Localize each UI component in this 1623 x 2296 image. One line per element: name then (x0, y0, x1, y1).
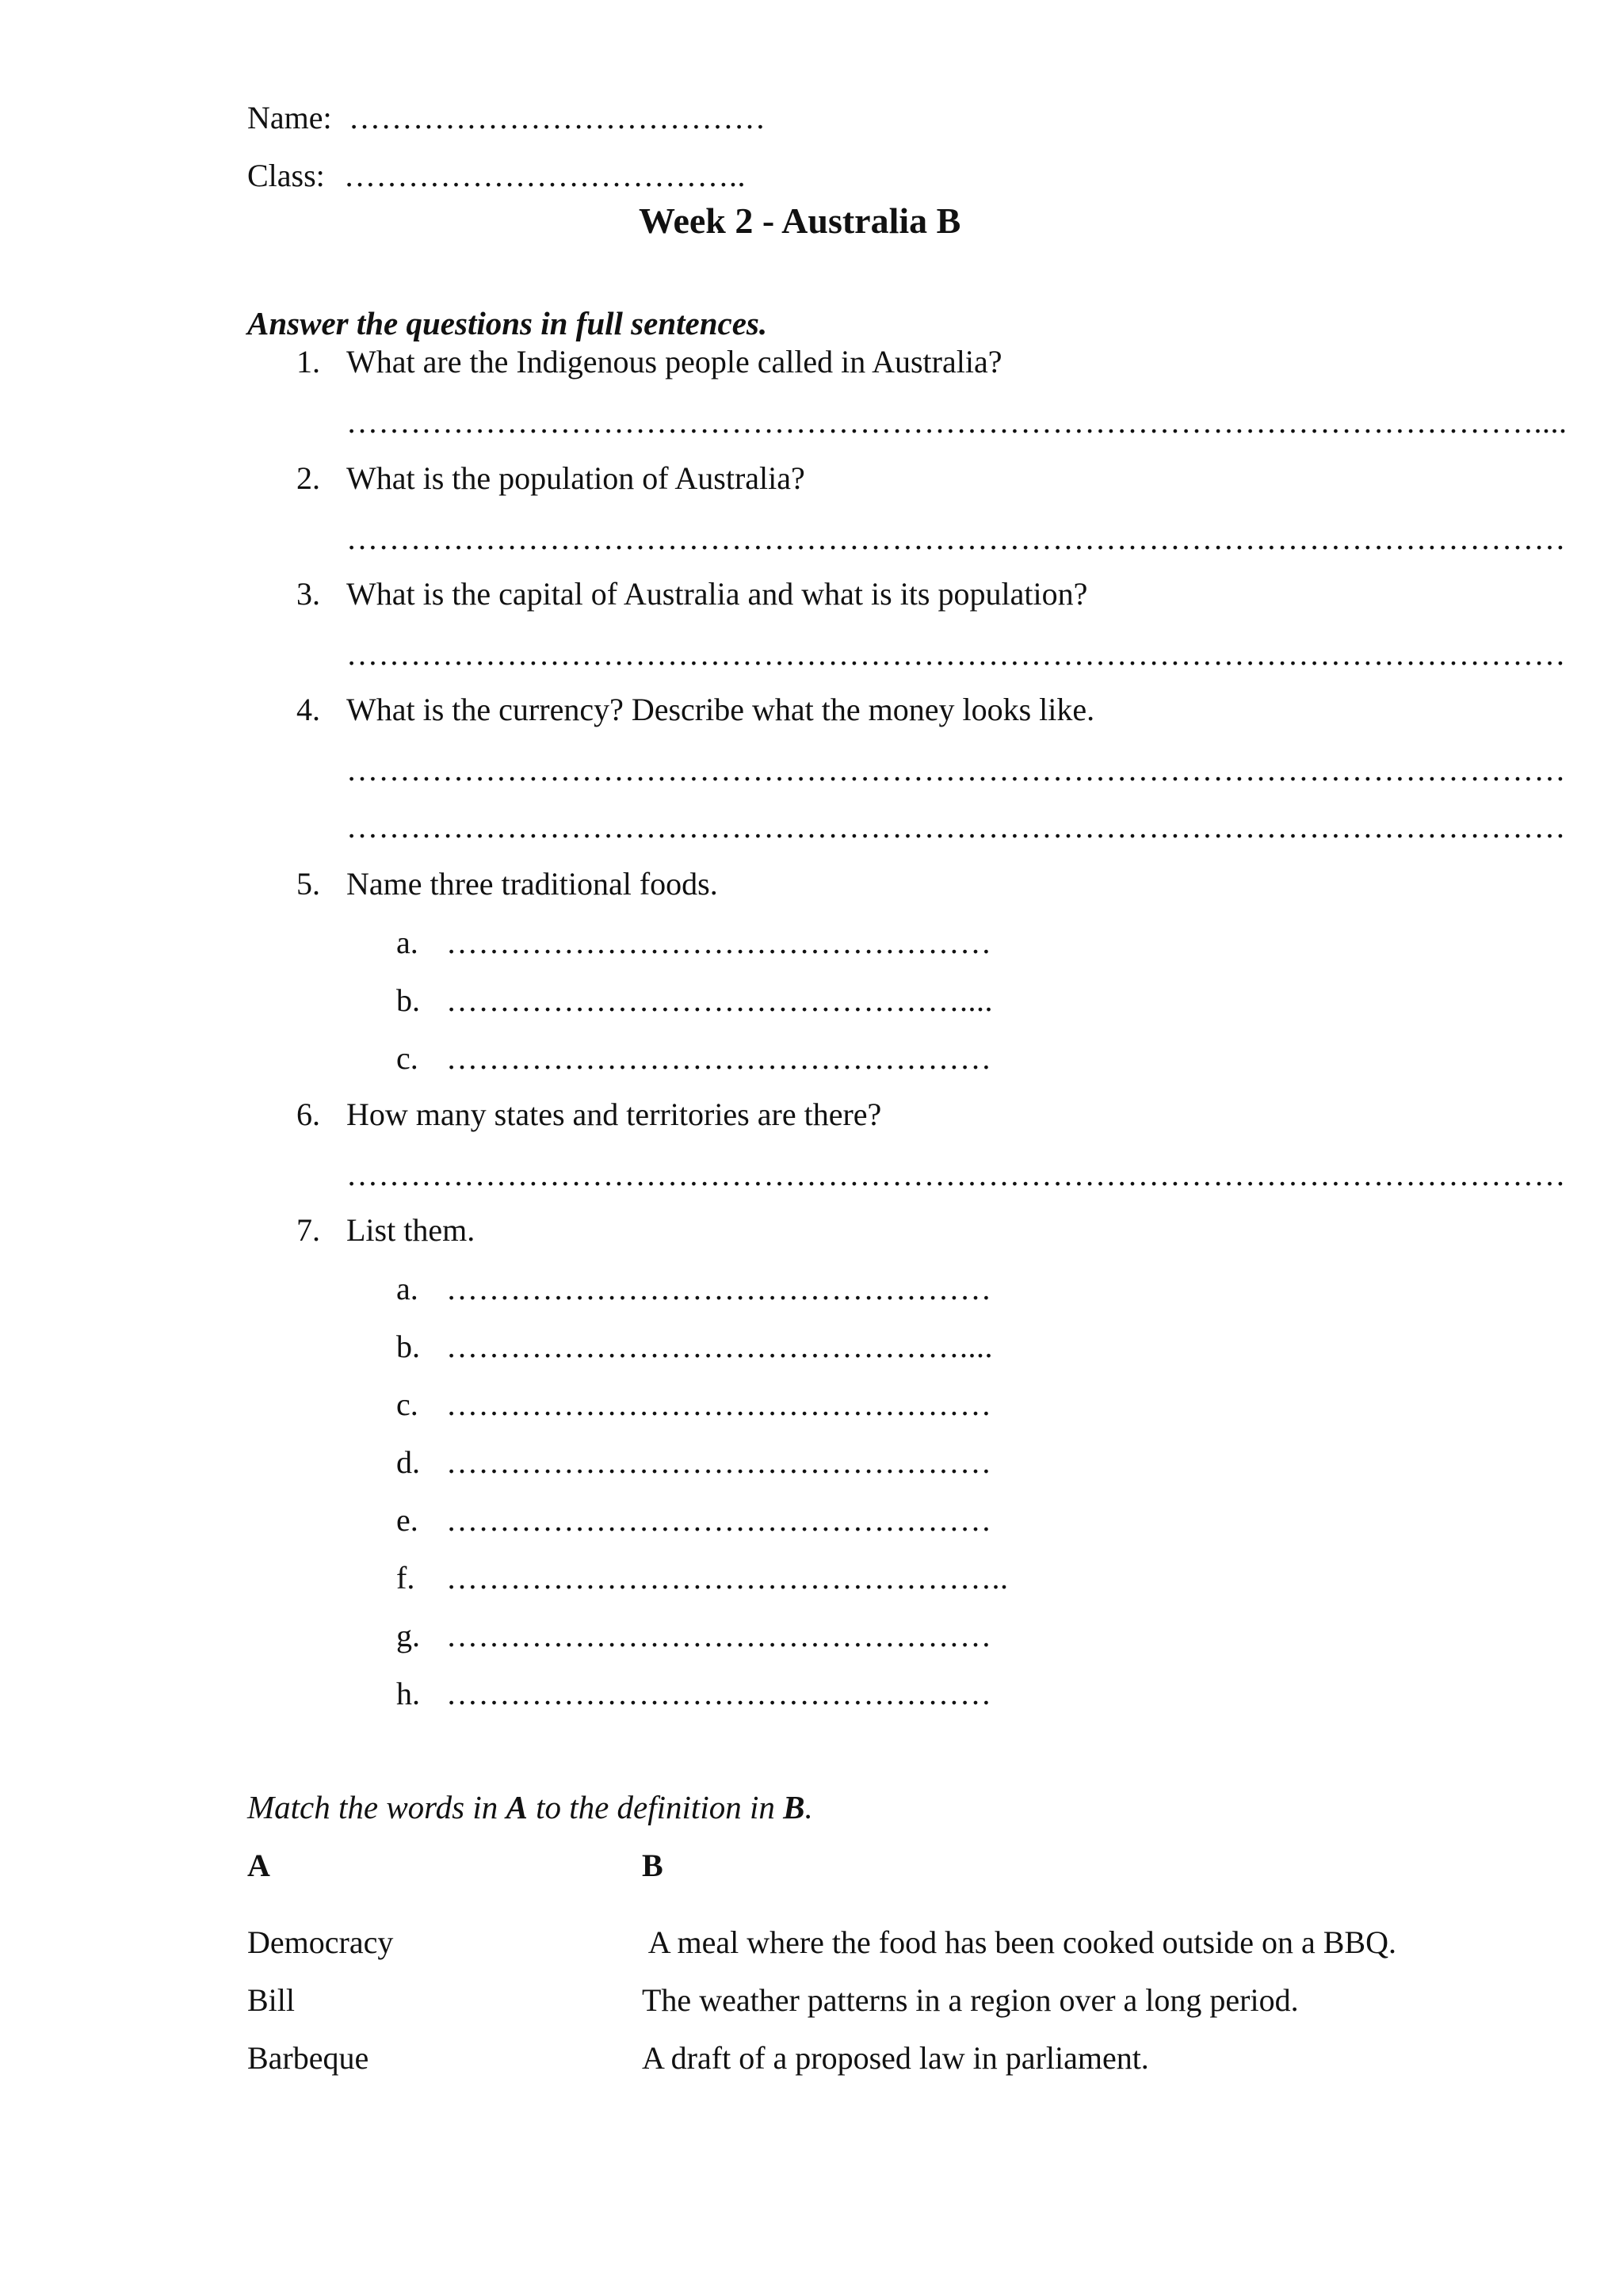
match-definition: A draft of a proposed law in parliament. (642, 2040, 1149, 2076)
question-text: How many states and territories are there? (346, 1097, 882, 1132)
state-letter: b. (396, 1329, 420, 1364)
column-b-header: B (642, 1848, 663, 1883)
match-word: Barbeque (247, 2040, 369, 2076)
question-number: 2. (296, 460, 320, 496)
state-answer-line[interactable]: ………………………………………….... (446, 1329, 993, 1364)
class-label: Class: (247, 158, 325, 193)
matching-instruction (247, 1791, 813, 1824)
question-number: 4. (296, 692, 320, 727)
question-number: 6. (296, 1097, 320, 1132)
match-word: Bill (247, 1982, 296, 2018)
state-answer-line[interactable]: …………………………………………… (446, 1676, 992, 1711)
page-title: Week 2 - Australia B (639, 200, 961, 241)
answer-line[interactable]: ………………………………………………………………………………………………….... (346, 404, 1568, 440)
match-word: Democracy (247, 1924, 394, 1960)
match-definition: A meal where the food has been cooked outside on a BBQ. (642, 1924, 1396, 1960)
matching-instruction-mid: to the definition in (527, 1789, 784, 1825)
question-text: List them. (346, 1212, 475, 1248)
food-answer-line[interactable]: …………………………………………… (446, 925, 992, 960)
matching-instruction-a: A (506, 1789, 528, 1825)
state-answer-line[interactable]: …………………………………………… (446, 1502, 992, 1538)
matching-instruction-suffix: . (804, 1789, 813, 1825)
answer-line[interactable]: …………………………………………………………………………………………………… (346, 1157, 1566, 1192)
state-answer-line[interactable]: …………………………………………… (446, 1386, 992, 1422)
food-letter: c. (396, 1040, 418, 1076)
state-answer-line[interactable]: …………………………………………… (446, 1618, 992, 1653)
state-answer-line[interactable]: …………………………………………… (446, 1271, 992, 1306)
matching-instruction-prefix: Match the words in (247, 1789, 506, 1825)
state-letter: c. (396, 1386, 418, 1422)
state-answer-line[interactable]: …………………………………………….. (446, 1560, 1009, 1596)
state-letter: g. (396, 1618, 420, 1653)
state-letter: h. (396, 1676, 420, 1711)
state-answer-line[interactable]: …………………………………………… (446, 1444, 992, 1480)
name-answer-line[interactable]: ………………………………… (349, 100, 766, 135)
question-text: What is the currency? Describe what the money looks like. (346, 692, 1095, 727)
food-letter: b. (396, 982, 420, 1018)
matching-instruction-b: B (783, 1789, 805, 1825)
name-label: Name: (247, 100, 332, 135)
question-text: What is the capital of Australia and what is its population? (346, 576, 1088, 612)
column-a-header: A (247, 1848, 270, 1883)
state-letter: a. (396, 1271, 418, 1306)
instruction-heading: Answer the questions in full sentences. (247, 305, 768, 341)
question-number: 1. (296, 344, 320, 379)
answer-line[interactable]: …………………………………………………………………………………………………… (346, 636, 1566, 672)
question-number: 3. (296, 576, 320, 612)
answer-line[interactable]: …………………………………………………………………………………………………… (346, 809, 1566, 845)
question-text: What is the population of Australia? (346, 460, 805, 496)
question-text: What are the Indigenous people called in Australia? (346, 344, 1002, 379)
state-letter: f. (396, 1560, 415, 1596)
food-answer-line[interactable]: ………………………………………….... (446, 982, 993, 1018)
question-text: Name three traditional foods. (346, 866, 718, 902)
state-letter: d. (396, 1444, 420, 1480)
food-answer-line[interactable]: …………………………………………… (446, 1040, 992, 1076)
question-number: 7. (296, 1212, 320, 1248)
class-answer-line[interactable]: ……………………………….. (344, 158, 746, 193)
answer-line[interactable]: …………………………………………………………………………………………………… (346, 752, 1566, 788)
question-number: 5. (296, 866, 320, 902)
food-letter: a. (396, 925, 418, 960)
answer-line[interactable]: …………………………………………………………………………………………………… (346, 521, 1566, 556)
match-definition: The weather patterns in a region over a long period. (642, 1982, 1299, 2018)
state-letter: e. (396, 1502, 418, 1538)
